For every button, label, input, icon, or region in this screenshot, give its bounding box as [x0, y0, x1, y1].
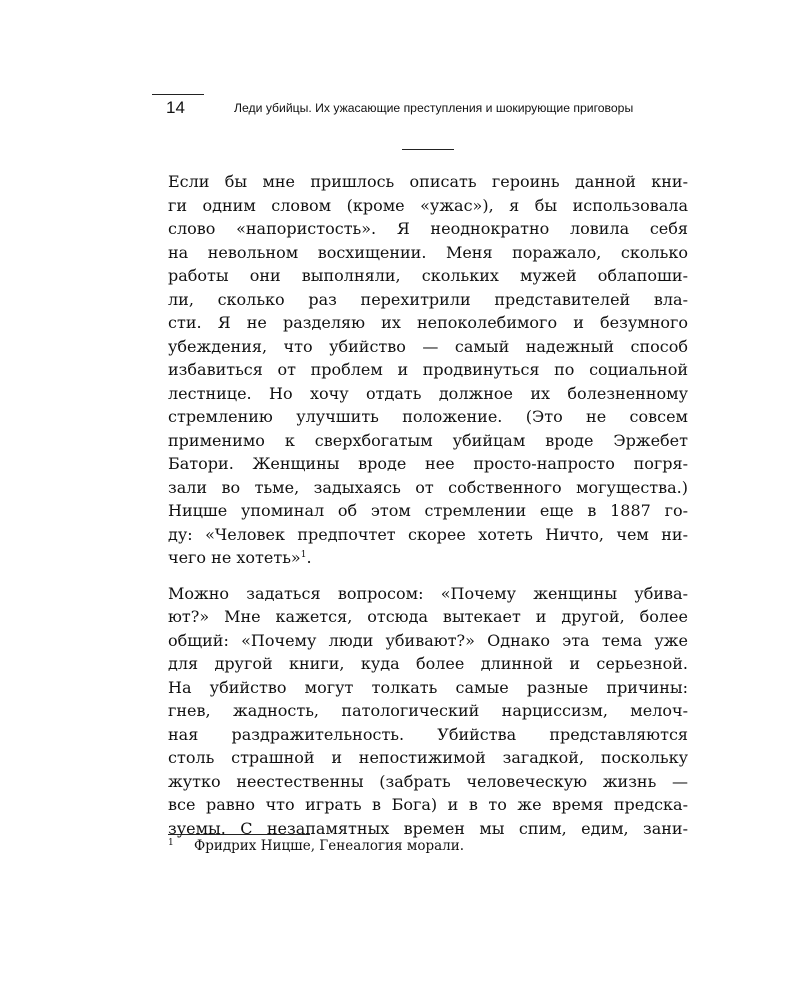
text-line: ют?» Мне кажется, отсюда вытекает и другой, более: [168, 607, 688, 626]
text-line: слово «напористость». Я неоднократно ловила себя: [168, 219, 688, 238]
text-line: зали во тьме, задыхаясь от собственного могущества.): [168, 477, 688, 497]
last-line-text: чего не хотеть»: [168, 548, 301, 567]
text-line: ная раздражительность. Убийства представляются: [168, 724, 688, 744]
text-line: ли, сколько раз перехитрили представителей вла-: [168, 289, 688, 309]
paragraph-1: [168, 170, 688, 570]
text-line: общий: «Почему люди убивают?» Однако эта тема уже: [168, 630, 688, 650]
text-line: На убийство могут толкать самые разные причины:: [168, 677, 688, 697]
footnote-mark: 1: [168, 838, 174, 848]
section-ornament-rule: [402, 149, 454, 150]
text-line: лестнице. Но хочу отдать должное их болезненному: [168, 383, 688, 403]
text-line: ги одним словом (кроме «ужас»), я бы использовала: [168, 195, 688, 215]
text-line: гнев, жадность, патологический нарциссизм, мелоч-: [168, 701, 688, 720]
text-line: ду: «Человек предпочтет скорее хотеть Ничто, чем ни-: [168, 524, 688, 544]
text-line: Ницше упоминал об этом стремлении еще в 1887 го-: [168, 501, 688, 520]
text-line: стремлению улучшить положение. (Это не совсем: [168, 407, 688, 426]
footnote-text: Фридрих Ницше, Генеалогия морали.: [194, 838, 465, 854]
text-line: на невольном восхищении. Меня поражало, сколько: [168, 242, 688, 262]
text-line: убеждения, что убийство — самый надежный способ: [168, 336, 688, 356]
text-line: Батори. Женщины вроде нее просто-напросто погря-: [168, 454, 688, 473]
text-line: жутко неестественны (забрать человеческую жизнь —: [168, 771, 688, 791]
text-line: для другой книги, куда более длинной и серьезной.: [168, 654, 688, 673]
text-line: избавиться от проблем и продвинуться по социальной: [168, 360, 688, 379]
text-line: все равно что играть в Бога) и в то же время предска-: [168, 795, 688, 814]
paragraph-gap: [168, 570, 688, 582]
text-line: применимо к сверхбогатым убийцам вроде Эржебет: [168, 430, 688, 450]
text-line: сти. Я не разделяю их непоколебимого и безумного: [168, 313, 688, 332]
text-line: Можно задаться вопросом: «Почему женщины убива-: [168, 583, 688, 603]
text-line: Если бы мне пришлось описать героинь данной кни-: [168, 172, 688, 191]
paragraph-2: [168, 582, 688, 841]
text-line: зуемы. С незапамятных времен мы спим, едим, зани-: [168, 818, 688, 838]
running-head: Леди убийцы. Их ужасающие преступления и шокирующие приговоры: [234, 101, 634, 115]
body-text: [168, 170, 688, 840]
page-number: 14: [166, 98, 185, 117]
text-line: работы они выполняли, скольких мужей облапоши-: [168, 266, 688, 285]
footnote-rule: [168, 834, 310, 835]
footnote-reference[interactable]: 1: [300, 550, 307, 560]
text-line-last: [168, 546, 688, 570]
footnote: [168, 838, 464, 854]
text-line: столь страшной и непостижимой загадкой, поскольку: [168, 748, 688, 767]
last-line-period: .: [306, 548, 312, 567]
header-rule: [152, 94, 204, 95]
